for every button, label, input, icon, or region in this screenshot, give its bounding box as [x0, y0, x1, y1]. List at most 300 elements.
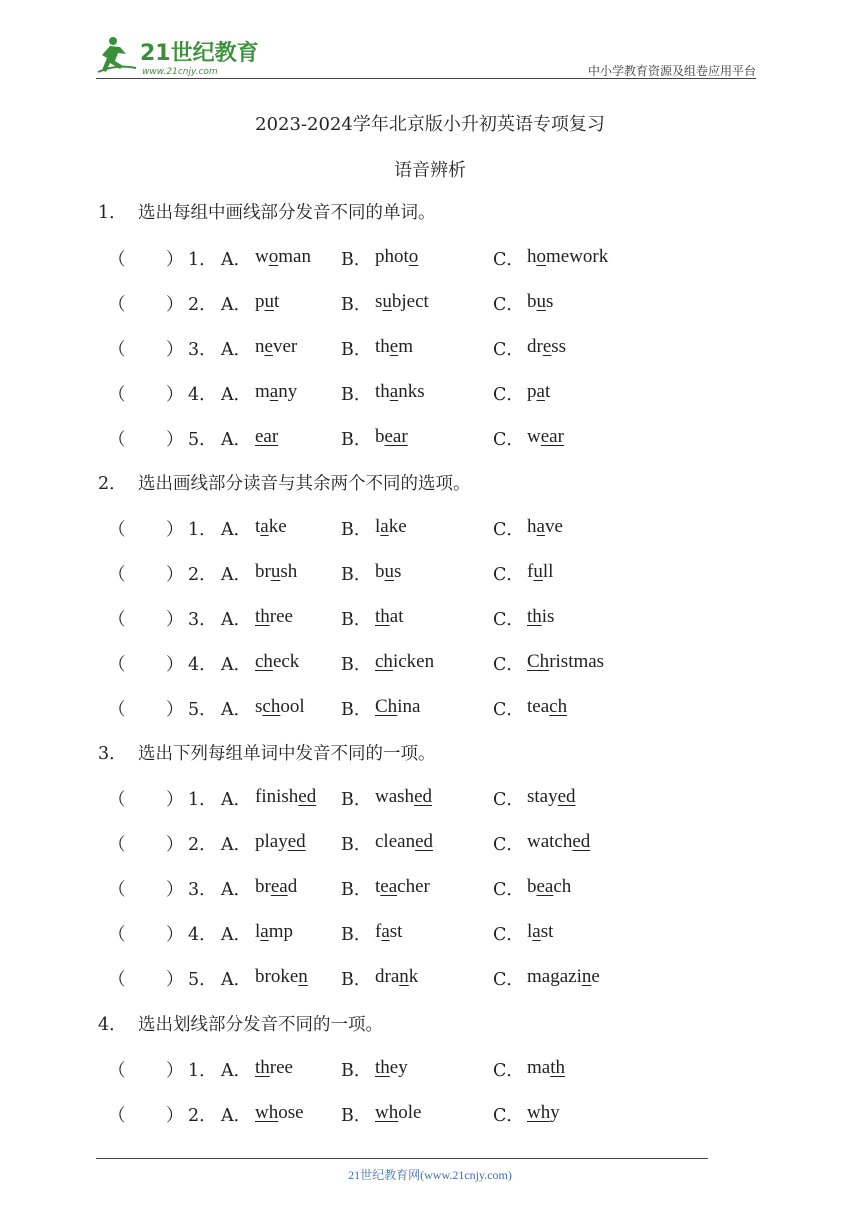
option-c-word[interactable] [527, 1102, 560, 1124]
option-a-label: A． [221, 1106, 252, 1126]
word-part-hl: ed [557, 786, 576, 807]
item-number: 1． [188, 1061, 217, 1081]
question-heading [98, 199, 436, 224]
option-c-word[interactable] [527, 336, 566, 358]
word-part-pre: s [255, 696, 263, 717]
word-part-hl: th [255, 606, 270, 627]
item-number: 3． [188, 340, 217, 360]
logo-21cnjy [96, 34, 266, 78]
option-c-label: C． [493, 385, 524, 405]
answer-blank-close: ） [166, 1106, 184, 1126]
word-part-hl: a [380, 516, 389, 537]
word-part-hl: a [260, 516, 269, 537]
answer-blank-close: ） [166, 295, 184, 315]
option-a-label: A． [221, 655, 252, 675]
option-a-word[interactable] [255, 966, 308, 988]
word-part-hl: wh [375, 1102, 399, 1123]
word-part-hl: Ch [375, 696, 398, 717]
option-c-label: C． [493, 925, 524, 945]
option-b-word[interactable] [375, 336, 413, 358]
word-part-hl: a [389, 381, 399, 402]
question-prompt: 选出下列每组单词中发音不同的一项。 [138, 744, 436, 764]
option-a-word[interactable] [255, 921, 293, 943]
word-part-hl: ed [298, 786, 317, 807]
word-part-hl: a [381, 921, 390, 942]
word-part-hl: th [527, 606, 542, 627]
option-a-label: A． [221, 295, 252, 315]
question-number: 2． [98, 474, 127, 494]
word-part-post: ver [272, 336, 298, 357]
item-number: 3． [188, 610, 217, 630]
word-part-hl: o [268, 246, 279, 267]
answer-blank-close: ） [166, 385, 184, 405]
word-part-post: at [389, 606, 404, 627]
word-part-hl: th [375, 606, 390, 627]
option-c-word[interactable] [527, 831, 590, 853]
item-number: 4． [188, 655, 217, 675]
answer-blank-open[interactable]: （ [108, 295, 126, 315]
option-b-label: B． [341, 655, 372, 675]
item-number: 4． [188, 925, 217, 945]
answer-blank-open[interactable]: （ [108, 250, 126, 270]
word-part-pre: broke [255, 966, 299, 987]
word-part-hl: o [408, 246, 419, 267]
item-number: 2． [188, 565, 217, 585]
word-part-post: man [278, 246, 311, 267]
word-part-pre: th [375, 336, 390, 357]
option-c-label: C． [493, 610, 524, 630]
word-part-pre: tea [527, 696, 550, 717]
answer-blank-open[interactable]: （ [108, 700, 126, 720]
answer-blank-open[interactable]: （ [108, 1061, 126, 1081]
word-part-pre: n [255, 336, 265, 357]
option-a-word[interactable] [255, 246, 311, 268]
word-part-hl: wh [527, 1102, 551, 1123]
option-b-word[interactable] [375, 291, 429, 313]
option-c-word[interactable] [527, 426, 564, 448]
word-part-hl: a [536, 381, 545, 402]
word-part-pre: h [527, 516, 537, 537]
option-c-word[interactable] [527, 921, 553, 943]
option-c-word[interactable] [527, 786, 576, 808]
word-part-hl: a [532, 921, 541, 942]
option-a-word[interactable] [255, 606, 293, 628]
word-part-post: mework [546, 246, 609, 267]
word-part-pre: p [255, 291, 265, 312]
option-c-word[interactable] [527, 876, 571, 898]
option-b-label: B． [341, 610, 372, 630]
word-part-hl: th [255, 1057, 270, 1078]
option-c-label: C． [493, 520, 524, 540]
word-part-post: s [394, 561, 402, 582]
option-b-word[interactable] [375, 246, 418, 268]
question-item-row [108, 606, 768, 632]
word-part-pre: l [527, 921, 533, 942]
option-a-label: A． [221, 430, 252, 450]
option-a-label: A． [221, 340, 252, 360]
question-item-row [108, 1057, 768, 1083]
option-b-word[interactable] [375, 786, 432, 808]
word-part-hl: u [536, 291, 546, 312]
question-item-row [108, 921, 768, 947]
option-c-word[interactable] [527, 1057, 565, 1079]
word-part-pre: f [527, 561, 534, 582]
word-part-post: e [591, 966, 600, 987]
option-c-word[interactable] [527, 606, 554, 628]
word-part-hl: e [542, 336, 552, 357]
question-item-row [108, 516, 768, 542]
word-part-pre: b [527, 876, 537, 897]
option-a-word[interactable] [255, 381, 297, 403]
question-item-row [108, 246, 768, 272]
option-c-word[interactable] [527, 381, 550, 403]
option-b-label: B． [341, 880, 372, 900]
option-c-word[interactable] [527, 246, 608, 268]
word-part-hl: th [550, 1057, 565, 1078]
option-a-word[interactable] [255, 876, 297, 898]
word-part-pre: m [255, 381, 270, 402]
word-part-hl: n [298, 966, 308, 987]
footer-divider [96, 1158, 708, 1159]
option-b-label: B． [341, 430, 372, 450]
word-part-hl: ear [255, 426, 279, 447]
word-part-hl: ea [536, 876, 554, 897]
question-item-row [108, 786, 768, 812]
word-part-hl: ear [384, 426, 408, 447]
option-c-word[interactable] [527, 561, 553, 583]
word-part-post: st [389, 921, 403, 942]
option-b-label: B． [341, 520, 372, 540]
answer-blank-open[interactable]: （ [108, 610, 126, 630]
option-c-label: C． [493, 1061, 524, 1081]
option-b-label: B． [341, 340, 372, 360]
word-part-post: t [544, 381, 551, 402]
option-a-label: A． [221, 925, 252, 945]
word-part-post: ey [389, 1057, 408, 1078]
option-a-word[interactable] [255, 1057, 293, 1079]
question-heading [98, 1011, 383, 1036]
option-c-label: C． [493, 970, 524, 990]
item-number: 2． [188, 835, 217, 855]
question-item-row [108, 561, 768, 587]
header-divider [96, 78, 756, 79]
word-part-post: ree [269, 606, 293, 627]
answer-blank-close: ） [166, 790, 184, 810]
answer-blank-open[interactable]: （ [108, 835, 126, 855]
answer-blank-open[interactable]: （ [108, 565, 126, 585]
option-c-label: C． [493, 430, 524, 450]
word-part-pre: w [255, 246, 269, 267]
option-b-label: B． [341, 385, 372, 405]
option-b-label: B． [341, 565, 372, 585]
answer-blank-open[interactable]: （ [108, 1106, 126, 1126]
word-part-pre: b [375, 561, 385, 582]
answer-blank-close: ） [166, 700, 184, 720]
answer-blank-close: ） [166, 565, 184, 585]
answer-blank-close: ） [166, 655, 184, 675]
item-number: 1． [188, 790, 217, 810]
question-number: 4． [98, 1015, 127, 1035]
word-part-pre: clean [375, 831, 416, 852]
answer-blank-close: ） [166, 970, 184, 990]
item-number: 3． [188, 880, 217, 900]
word-part-post: ll [542, 561, 554, 582]
answer-blank-open[interactable]: （ [108, 970, 126, 990]
question-number: 3． [98, 744, 127, 764]
word-part-post: ve [544, 516, 563, 537]
word-part-pre: watch [527, 831, 573, 852]
option-b-word[interactable] [375, 921, 402, 943]
word-part-hl: th [375, 1057, 390, 1078]
option-b-word[interactable] [375, 516, 407, 538]
word-part-hl: ch [375, 651, 393, 672]
word-part-pre: w [527, 426, 541, 447]
answer-blank-open[interactable]: （ [108, 655, 126, 675]
option-a-word[interactable] [255, 336, 297, 358]
word-part-post: t [274, 291, 280, 312]
word-part-pre: t [255, 516, 261, 537]
question-heading [98, 470, 471, 495]
word-part-hl: n [399, 966, 409, 987]
item-number: 4． [188, 385, 217, 405]
option-a-word[interactable] [255, 291, 279, 313]
question-item-row [108, 426, 768, 452]
word-part-pre: f [375, 921, 382, 942]
option-b-word[interactable] [375, 831, 433, 853]
word-part-hl: ed [287, 831, 306, 852]
question-item-row [108, 381, 768, 407]
word-part-hl: u [533, 561, 543, 582]
option-c-word[interactable] [527, 651, 604, 673]
word-part-post: bject [391, 291, 429, 312]
option-a-label: A． [221, 970, 252, 990]
question-heading [98, 740, 436, 765]
word-part-pre: wash [375, 786, 415, 807]
option-a-word[interactable] [255, 426, 278, 448]
word-part-hl: ed [572, 831, 591, 852]
option-a-label: A． [221, 835, 252, 855]
question-item-row [108, 696, 768, 722]
answer-blank-open[interactable]: （ [108, 430, 126, 450]
option-b-word[interactable] [375, 1057, 408, 1079]
option-c-label: C． [493, 700, 524, 720]
word-part-post: ke [388, 516, 407, 537]
header-platform-text: 中小学教育资源及组卷应用平台 [587, 64, 756, 78]
word-part-post: ch [553, 876, 572, 897]
word-part-post: m [398, 336, 413, 357]
word-part-post: k [408, 966, 419, 987]
option-a-word[interactable] [255, 696, 305, 718]
question-item-row [108, 1102, 768, 1128]
answer-blank-close: ） [166, 430, 184, 450]
page-title: 2023-2024学年北京版小升初英语专项复习 [255, 114, 605, 135]
option-a-label: A． [221, 610, 252, 630]
word-part-pre: s [375, 291, 383, 312]
answer-blank-close: ） [166, 925, 184, 945]
item-number: 5． [188, 430, 217, 450]
word-part-hl: ch [255, 651, 273, 672]
option-b-word[interactable] [375, 696, 420, 718]
word-part-pre: phot [375, 246, 409, 267]
option-b-label: B． [341, 790, 372, 810]
option-c-label: C． [493, 880, 524, 900]
word-part-post: d [287, 876, 298, 897]
footer-text[interactable]: 21世纪教育网(www.21cnjy.com) [348, 1168, 512, 1182]
svg-text:21世纪教育: 21世纪教育 [140, 41, 259, 66]
option-c-label: C． [493, 790, 524, 810]
word-part-hl: ea [380, 876, 398, 897]
option-c-label: C． [493, 655, 524, 675]
option-a-label: A． [221, 700, 252, 720]
word-part-hl: o [536, 246, 546, 267]
option-b-label: B． [341, 925, 372, 945]
option-b-label: B． [341, 700, 372, 720]
word-part-pre: play [255, 831, 288, 852]
option-c-label: C． [493, 295, 524, 315]
question-prompt: 选出每组中画线部分发音不同的单词。 [138, 203, 436, 223]
answer-blank-open[interactable]: （ [108, 385, 126, 405]
word-part-pre: l [255, 921, 261, 942]
option-b-label: B． [341, 295, 372, 315]
option-b-word[interactable] [375, 606, 404, 628]
answer-blank-close: ） [166, 520, 184, 540]
word-part-pre: finish [255, 786, 299, 807]
option-c-word[interactable] [527, 516, 563, 538]
option-a-label: A． [221, 565, 252, 585]
option-a-word[interactable] [255, 516, 287, 538]
answer-blank-open[interactable]: （ [108, 520, 126, 540]
answer-blank-close: ） [166, 340, 184, 360]
option-c-word[interactable] [527, 291, 553, 313]
option-b-word[interactable] [375, 561, 401, 583]
svg-text:www.21cnjy.com: www.21cnjy.com [142, 67, 218, 77]
word-part-post: cher [397, 876, 430, 897]
question-number: 1． [98, 203, 127, 223]
word-part-post: ole [398, 1102, 422, 1123]
option-b-word[interactable] [375, 381, 425, 403]
option-b-word[interactable] [375, 1102, 421, 1124]
option-a-word[interactable] [255, 1102, 304, 1124]
word-part-post: ristmas [549, 651, 605, 672]
word-part-hl: ch [262, 696, 281, 717]
word-part-post: ny [278, 381, 298, 402]
word-part-post: nks [398, 381, 425, 402]
word-part-hl: n [581, 966, 592, 987]
option-c-label: C． [493, 1106, 524, 1126]
word-part-post: ool [280, 696, 305, 717]
option-a-label: A． [221, 1061, 252, 1081]
option-a-word[interactable] [255, 831, 306, 853]
word-part-pre: b [527, 291, 537, 312]
answer-blank-close: ） [166, 1061, 184, 1081]
option-b-word[interactable] [375, 426, 408, 448]
word-part-hl: u [264, 291, 274, 312]
word-part-post: icken [392, 651, 435, 672]
option-b-label: B． [341, 970, 372, 990]
word-part-hl: u [382, 291, 392, 312]
word-part-post: y [550, 1102, 560, 1123]
question-item-row [108, 291, 768, 317]
word-part-hl: a [269, 381, 279, 402]
item-number: 5． [188, 700, 217, 720]
word-part-post: ss [551, 336, 567, 357]
option-b-label: B． [341, 1061, 372, 1081]
item-number: 2． [188, 1106, 217, 1126]
word-part-hl: wh [255, 1102, 279, 1123]
word-part-hl: ea [270, 876, 288, 897]
answer-blank-open[interactable]: （ [108, 340, 126, 360]
option-a-word[interactable] [255, 561, 297, 583]
word-part-pre: l [375, 516, 381, 537]
word-part-hl: a [536, 516, 545, 537]
word-part-post: s [546, 291, 554, 312]
word-part-hl: ear [540, 426, 564, 447]
word-part-pre: th [375, 381, 390, 402]
word-part-post: ree [269, 1057, 293, 1078]
question-item-row [108, 966, 768, 992]
option-a-word[interactable] [255, 651, 299, 673]
word-part-post: ke [268, 516, 287, 537]
option-b-label: B． [341, 250, 372, 270]
word-part-pre: dr [527, 336, 543, 357]
answer-blank-open[interactable]: （ [108, 925, 126, 945]
question-prompt: 选出画线部分读音与其余两个不同的选项。 [138, 474, 471, 494]
question-prompt: 选出划线部分发音不同的一项。 [138, 1015, 383, 1035]
option-a-label: A． [221, 790, 252, 810]
option-c-word[interactable] [527, 966, 600, 988]
question-item-row [108, 876, 768, 902]
answer-blank-open[interactable]: （ [108, 880, 126, 900]
word-part-hl: u [384, 561, 394, 582]
option-b-word[interactable] [375, 876, 430, 898]
option-c-label: C． [493, 340, 524, 360]
word-part-pre: br [255, 876, 271, 897]
option-b-label: B． [341, 835, 372, 855]
item-number: 2． [188, 295, 217, 315]
option-b-word[interactable] [375, 651, 434, 673]
word-part-pre: b [375, 426, 385, 447]
option-a-word[interactable] [255, 786, 316, 808]
word-part-hl: u [270, 561, 281, 582]
option-b-word[interactable] [375, 966, 418, 988]
option-a-label: A． [221, 385, 252, 405]
option-c-word[interactable] [527, 696, 567, 718]
word-part-post: eck [272, 651, 300, 672]
answer-blank-open[interactable]: （ [108, 790, 126, 810]
answer-blank-close: ） [166, 835, 184, 855]
option-b-label: B． [341, 1106, 372, 1126]
word-part-hl: e [264, 336, 273, 357]
word-part-pre: h [527, 246, 537, 267]
option-c-label: C． [493, 835, 524, 855]
item-number: 5． [188, 970, 217, 990]
option-c-label: C． [493, 565, 524, 585]
word-part-hl: a [260, 921, 269, 942]
word-part-hl: ch [549, 696, 568, 717]
question-item-row [108, 651, 768, 677]
word-part-post: sh [280, 561, 298, 582]
word-part-hl: ed [414, 786, 432, 807]
answer-blank-close: ） [166, 610, 184, 630]
option-c-label: C． [493, 250, 524, 270]
option-a-label: A． [221, 250, 252, 270]
word-part-hl: e [389, 336, 399, 357]
answer-blank-close: ） [166, 880, 184, 900]
question-item-row [108, 831, 768, 857]
option-a-label: A． [221, 880, 252, 900]
word-part-pre: stay [527, 786, 558, 807]
word-part-pre: t [375, 876, 381, 897]
